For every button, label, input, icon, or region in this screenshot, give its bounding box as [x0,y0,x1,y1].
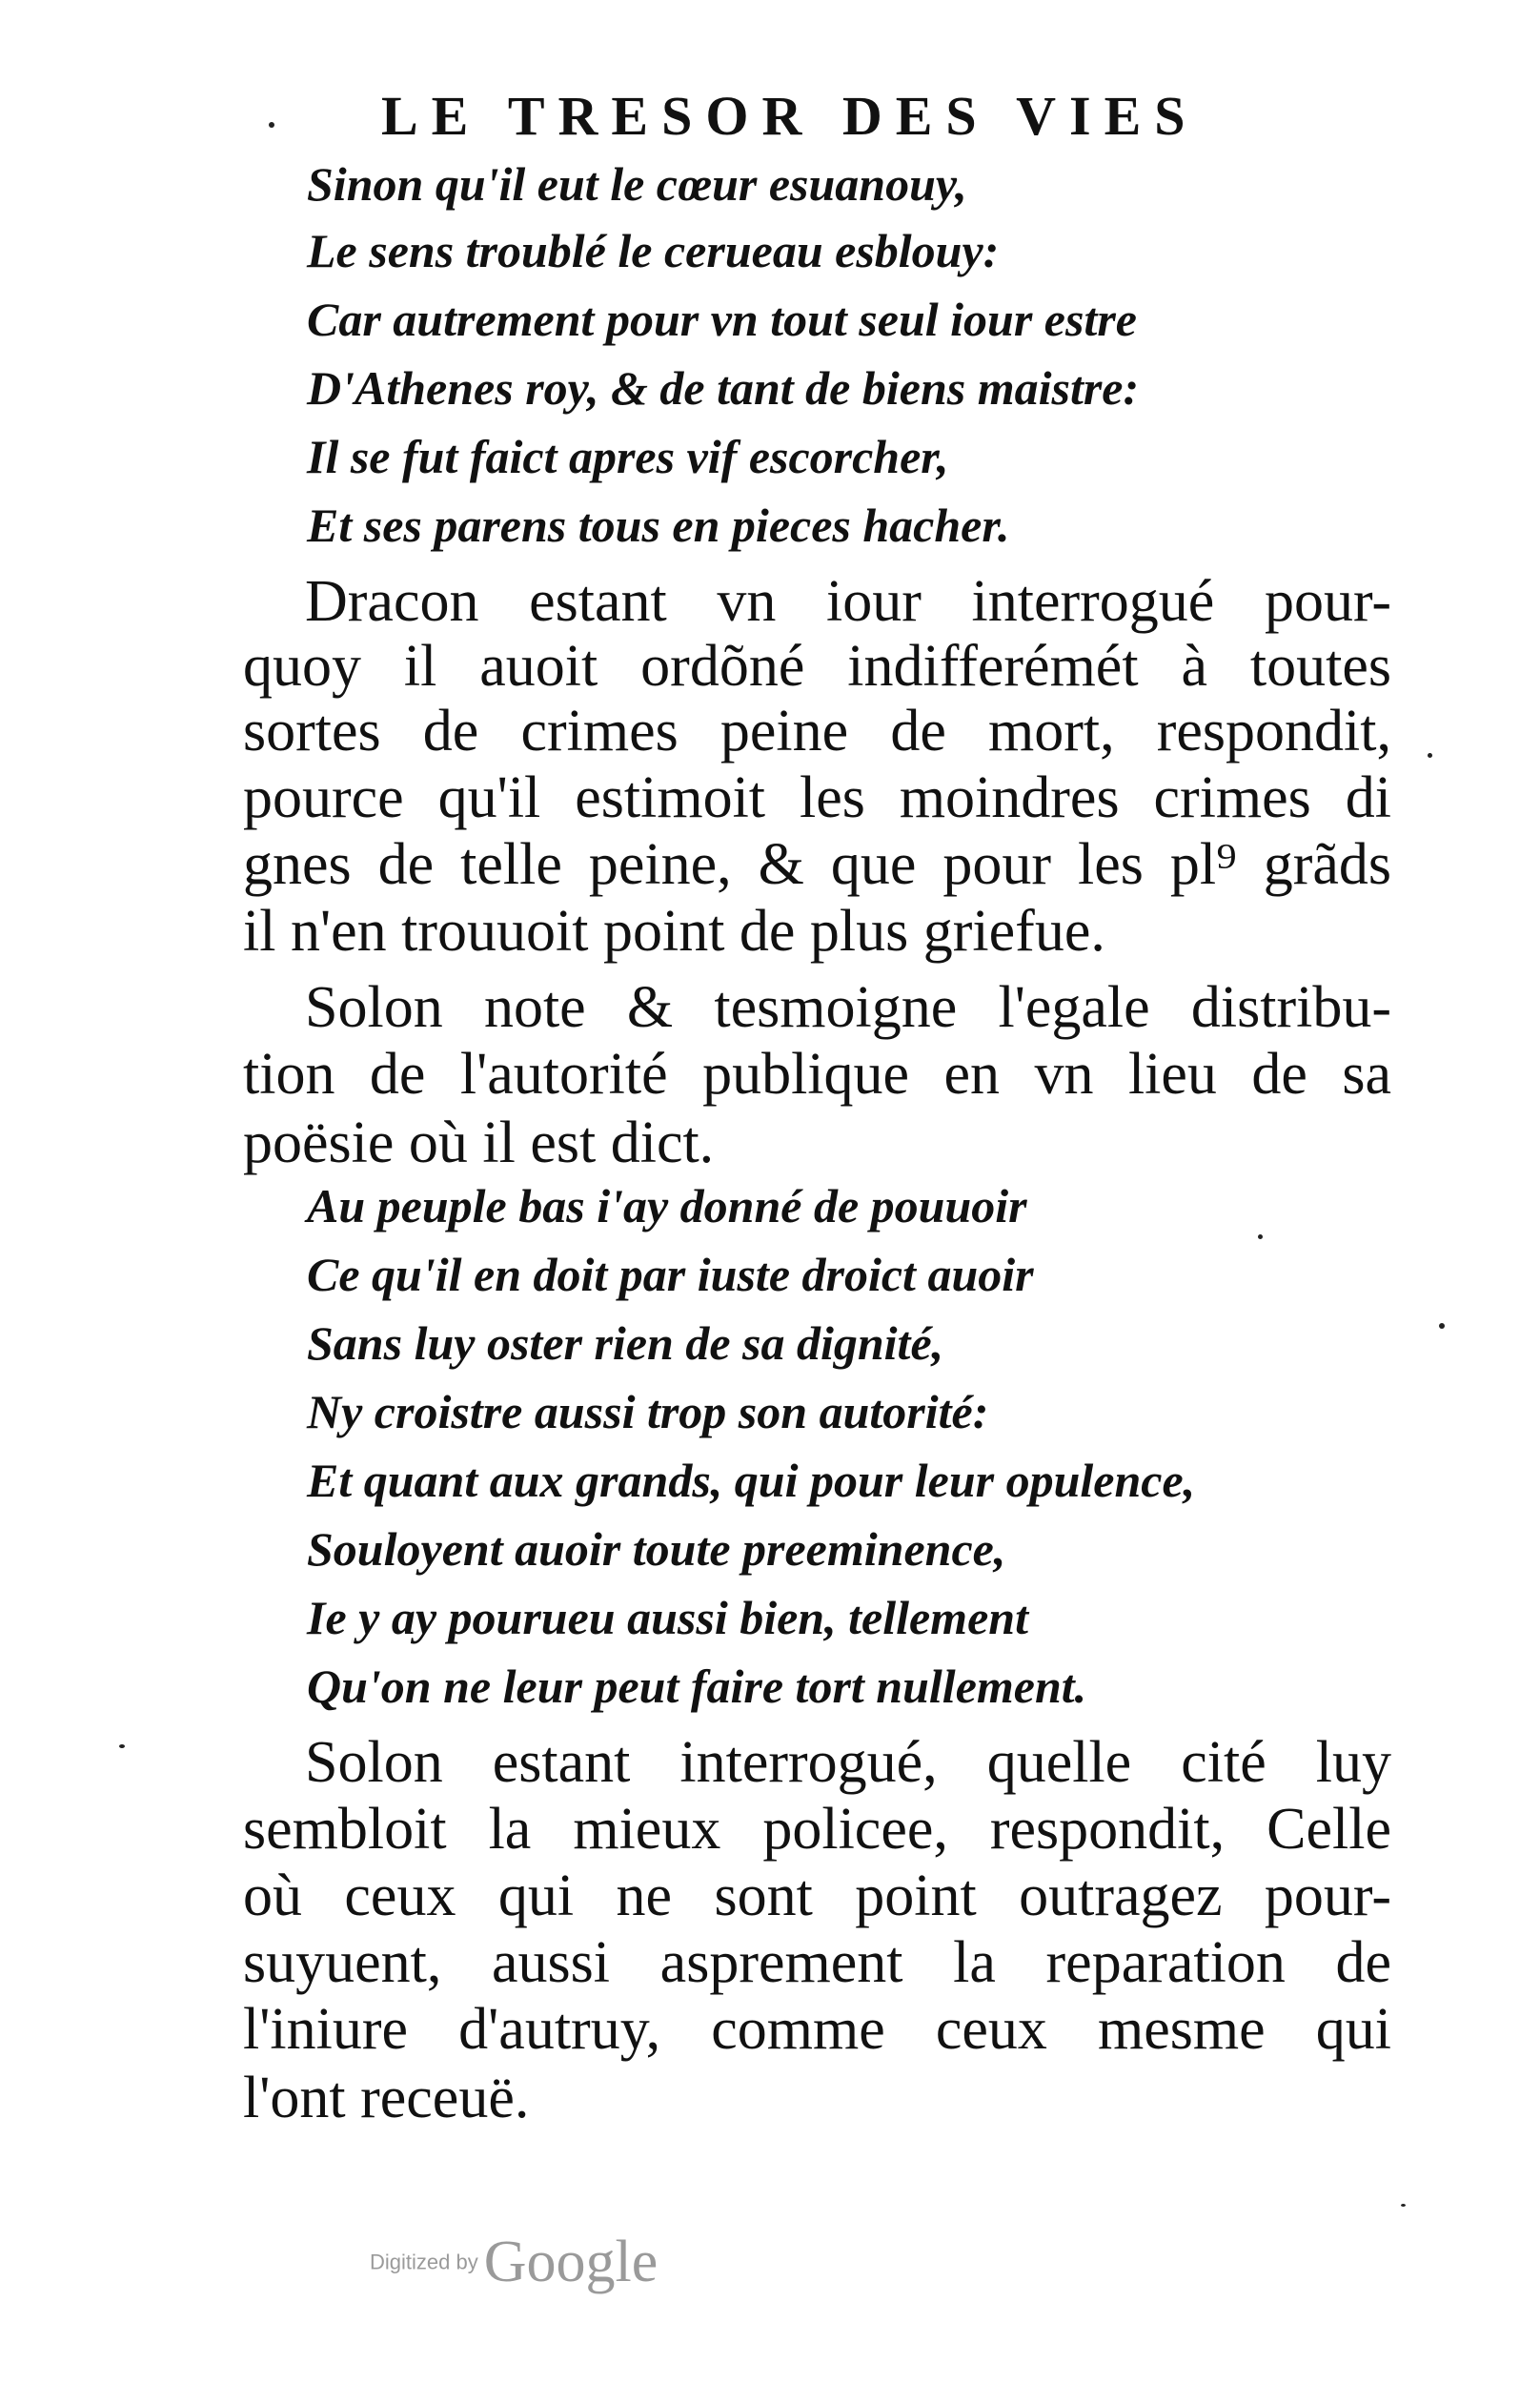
scan-speck [1439,1323,1445,1329]
verse-line: Car autrement pour vn tout seul iour estre [307,293,1137,346]
digitized-watermark [370,2229,658,2296]
digitized-label: Digitized by [370,2250,478,2274]
prose-line: Solon estant interrogué, quelle cité luy [305,1730,1391,1795]
prose-line: quoy il auoit ordõné indifferémét à toutes [243,634,1391,699]
verse-line: Sinon qu'il eut le cœur esuanouy, [307,157,967,211]
prose-line: gnes de telle peine, & que pour les pl⁹ grãds [243,832,1391,897]
verse-line: Et quant aux grands, qui pour leur opulence, [307,1454,1196,1507]
scan-speck [1401,2204,1406,2207]
verse-line: Ce qu'il en doit par iuste droict auoir [307,1248,1034,1301]
scan-speck [269,122,274,128]
prose-line: Dracon estant vn iour interrogué pour- [305,569,1391,634]
prose-line: sortes de crimes peine de mort, respondit, [243,699,1391,764]
scan-speck [119,1744,125,1748]
verse-line: Au peuple bas i'ay donné de pouuoir [307,1179,1027,1232]
prose-line: Solon note & tesmoigne l'egale distribu- [305,975,1391,1040]
prose-line: il n'en trouuoit point de plus griefue. [243,899,1105,964]
prose-line: l'iniure d'autruy, comme ceux mesme qui [243,1997,1391,2062]
scan-speck [1258,1234,1263,1239]
scan-speck [1428,753,1432,758]
verse-line: Ny croistre aussi trop son autorité: [307,1385,989,1438]
verse-line: Le sens troublé le cerueau esblouy: [307,224,1000,277]
prose-line: suyuent, aussi asprement la reparation de [243,1930,1391,1995]
prose-line: où ceux qui ne sont point outragez pour- [243,1864,1391,1928]
verse-line: Ie y ay pourueu aussi bien, tellement [307,1591,1028,1644]
verse-line: Qu'on ne leur peut faire tort nullement. [307,1660,1087,1713]
prose-line: l'ont receuë. [243,2066,530,2130]
verse-line: Il se fut faict apres vif escorcher, [307,430,949,483]
prose-line: pource qu'il estimoit les moindres crimes di [243,765,1391,830]
verse-line: D'Athenes roy, & de tant de biens maistre: [307,361,1140,415]
prose-line: poësie où il est dict. [243,1110,715,1175]
running-header: LE TRESOR DES VIES [381,85,1199,147]
google-wordmark: Google [483,2230,659,2294]
prose-line: sembloit la mieux policee, respondit, Celle [243,1797,1391,1862]
verse-line: Sans luy oster rien de sa dignité, [307,1316,944,1370]
prose-line: tion de l'autorité publique en vn lieu de sa [243,1042,1391,1107]
verse-line: Et ses parens tous en pieces hacher. [307,499,1010,552]
verse-line: Souloyent auoir toute preeminence, [307,1522,1006,1576]
